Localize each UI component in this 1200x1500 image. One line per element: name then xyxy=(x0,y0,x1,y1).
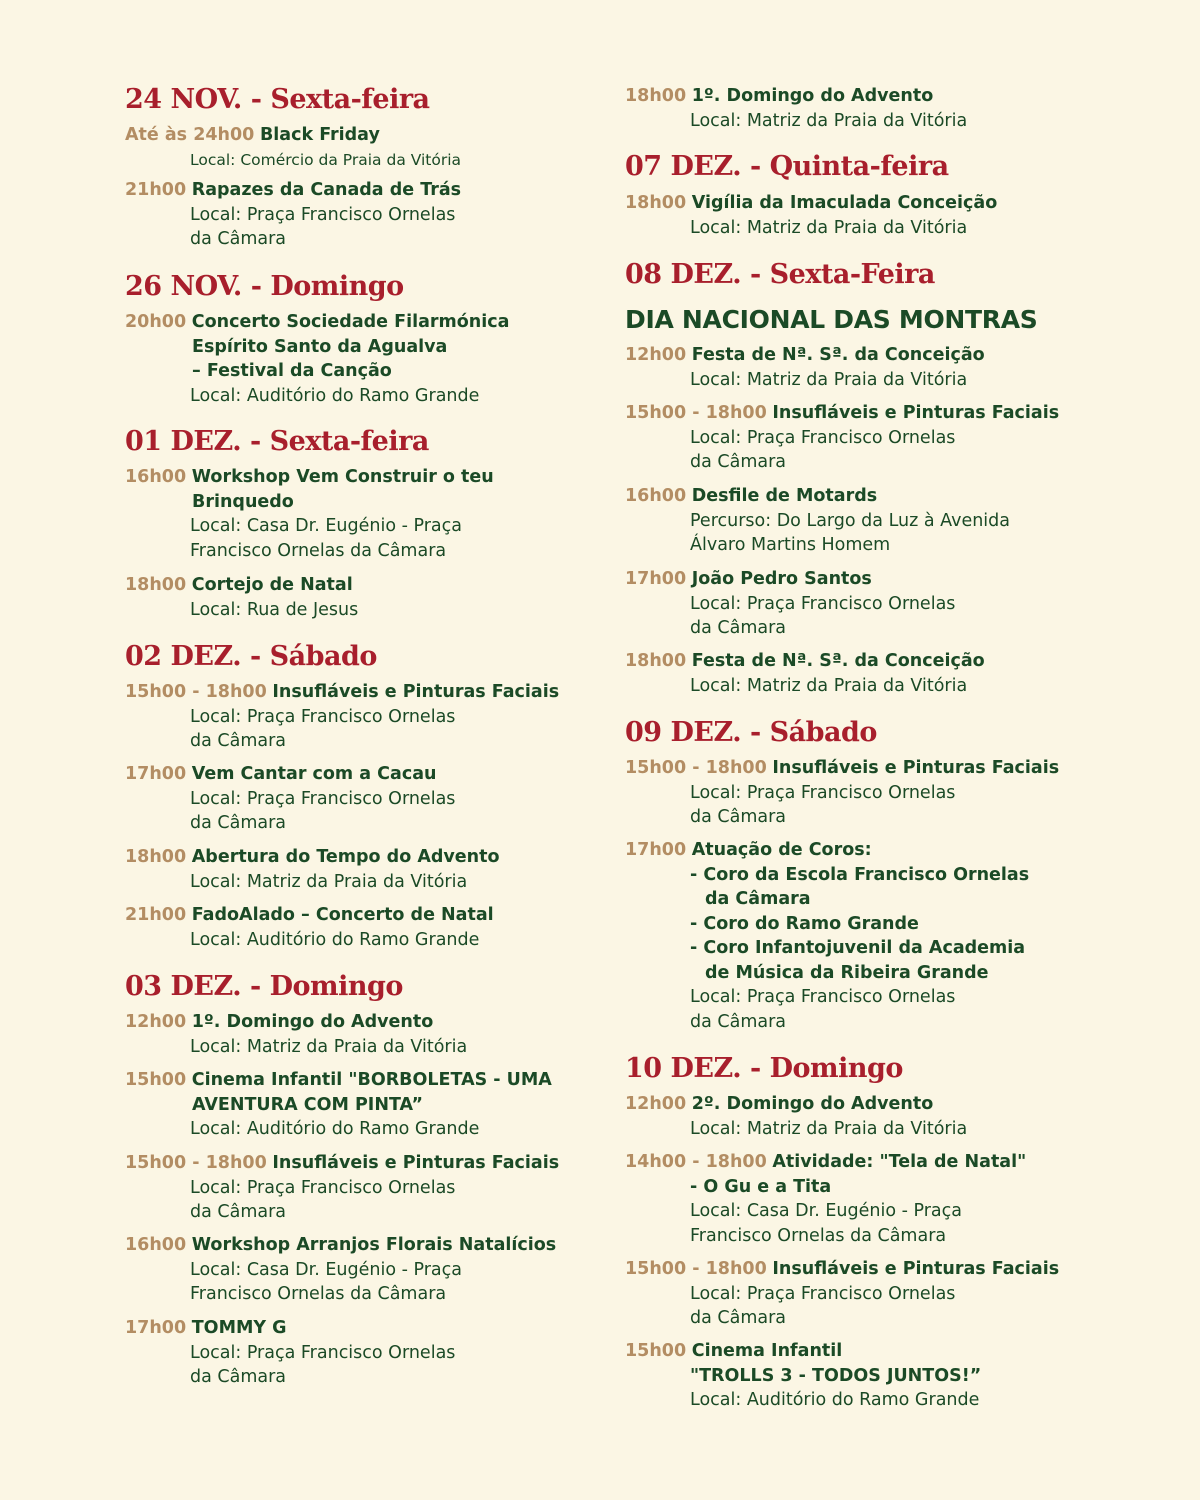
event-title: Abertura do Tempo do Advento xyxy=(191,847,500,867)
event-time: 17h00 xyxy=(625,569,687,589)
event-location-cont: da Câmara xyxy=(690,807,787,827)
event-time: 16h00 xyxy=(125,1235,187,1255)
event-item xyxy=(125,1233,585,1307)
event-time: 20h00 xyxy=(125,312,187,332)
event-title-cont: AVENTURA COM PINTA” xyxy=(192,1094,423,1115)
event-title: 1º. Domingo do Advento xyxy=(191,1012,434,1032)
event-title: 1º. Domingo do Advento xyxy=(691,86,934,106)
event-title: Black Friday xyxy=(259,125,380,145)
event-time: 18h00 xyxy=(625,651,687,671)
event-location: Local: Praça Francisco Ornelas xyxy=(190,1177,456,1198)
event-time: 18h00 xyxy=(625,86,687,106)
event-item xyxy=(625,1092,1185,1141)
day-heading-03-dez: 03 DEZ. - Domingo xyxy=(125,971,403,1002)
event-item xyxy=(625,191,1185,240)
day-heading-01-dez: 01 DEZ. - Sexta-feira xyxy=(125,426,429,457)
event-location-cont: da Câmara xyxy=(690,1011,787,1032)
event-location: Local: Matriz da Praia da Vitória xyxy=(690,675,968,696)
event-time: 16h00 xyxy=(125,467,187,487)
event-location: Local: Praça Francisco Ornelas xyxy=(690,593,956,614)
event-location: Local: Matriz da Praia da Vitória xyxy=(690,110,968,131)
event-location-cont: da Câmara xyxy=(190,731,287,751)
event-item xyxy=(625,649,1185,698)
event-location: Percurso: Do Largo da Luz à Avenida xyxy=(690,510,1010,531)
event-time: 17h00 xyxy=(625,840,687,860)
event-location: Local: Auditório do Ramo Grande xyxy=(190,385,480,406)
event-time: 18h00 xyxy=(125,847,187,867)
event-item xyxy=(625,343,1185,392)
event-location-cont: da Câmara xyxy=(690,618,787,638)
event-item xyxy=(125,680,585,754)
day-heading-26-nov: 26 NOV. - Domingo xyxy=(125,271,404,302)
event-title: Vem Cantar com a Cacau xyxy=(191,764,437,784)
event-location: Local: Auditório do Ramo Grande xyxy=(190,929,480,950)
event-title: Atividade: "Tela de Natal" xyxy=(772,1152,1027,1172)
event-location-cont: Álvaro Martins Homem xyxy=(690,535,891,555)
event-title: Workshop Vem Construir o teu xyxy=(191,467,494,487)
event-title: FadoAlado – Concerto de Natal xyxy=(191,905,494,925)
event-time: 17h00 xyxy=(125,764,187,784)
event-title: TOMMY G xyxy=(191,1318,287,1338)
event-location: Local: Praça Francisco Ornelas xyxy=(190,788,456,809)
event-time: 15h00 - 18h00 xyxy=(625,1259,767,1279)
event-location: Local: Praça Francisco Ornelas xyxy=(190,1342,456,1363)
event-item xyxy=(625,401,1185,475)
event-location: Local: Praça Francisco Ornelas xyxy=(190,706,456,727)
event-item xyxy=(625,484,1185,558)
event-time: 17h00 xyxy=(125,1318,187,1338)
event-location: Local: Praça Francisco Ornelas xyxy=(690,782,956,803)
choir-item-cont: de Música da Ribeira Grande xyxy=(705,962,989,983)
event-title: Insufláveis e Pinturas Faciais xyxy=(772,758,1060,778)
event-location: Local: Praça Francisco Ornelas xyxy=(690,427,956,448)
event-location-cont: da Câmara xyxy=(690,1308,787,1328)
event-title-cont: "TROLLS 3 - TODOS JUNTOS!” xyxy=(690,1365,982,1386)
event-title-cont: - O Gu e a Tita xyxy=(690,1176,832,1197)
event-location-cont: da Câmara xyxy=(190,813,287,833)
event-item xyxy=(125,178,585,252)
event-location: Local: Comércio da Praia da Vitória xyxy=(190,150,462,169)
event-time: 21h00 xyxy=(125,180,187,200)
event-time: 12h00 xyxy=(125,1012,187,1032)
event-time: 12h00 xyxy=(625,1094,687,1114)
event-item xyxy=(625,1257,1185,1331)
event-location: Local: Rua de Jesus xyxy=(190,599,359,620)
event-location-cont: da Câmara xyxy=(190,229,287,249)
day-heading-09-dez: 09 DEZ. - Sábado xyxy=(625,717,877,748)
event-item xyxy=(125,1010,585,1059)
event-title: Insufláveis e Pinturas Faciais xyxy=(772,1259,1060,1279)
event-item xyxy=(125,1151,585,1225)
day-heading-02-dez: 02 DEZ. - Sábado xyxy=(125,641,377,672)
choir-item: - Coro Infantojuvenil da Academia xyxy=(690,938,1026,958)
event-title: Concerto Sociedade Filarmónica xyxy=(191,312,510,332)
event-item xyxy=(625,84,1185,133)
event-title: Cinema Infantil xyxy=(691,1341,843,1361)
event-title: Cinema Infantil "BORBOLETAS - UMA xyxy=(191,1070,552,1090)
event-title-cont: Brinquedo xyxy=(192,491,294,512)
event-location: Local: Matriz da Praia da Vitória xyxy=(690,369,968,390)
event-location-cont: da Câmara xyxy=(190,1367,287,1387)
event-location-cont: da Câmara xyxy=(690,452,787,472)
event-title-cont: – Festival da Canção xyxy=(192,361,392,381)
event-title: Insufláveis e Pinturas Faciais xyxy=(272,1153,560,1173)
event-title: Atuação de Coros: xyxy=(691,840,872,860)
event-title-cont: Espírito Santo da Agualva xyxy=(192,336,448,357)
event-location: Local: Matriz da Praia da Vitória xyxy=(690,1118,968,1139)
day-heading-07-dez: 07 DEZ. - Quinta-feira xyxy=(625,151,949,182)
event-item xyxy=(625,1150,1185,1248)
choir-item: - Coro da Escola Francisco Ornelas xyxy=(690,864,1030,885)
event-location: Local: Auditório do Ramo Grande xyxy=(690,1390,980,1410)
event-title: Vigília da Imaculada Conceição xyxy=(691,193,998,213)
event-item xyxy=(625,567,1185,641)
event-item xyxy=(125,1068,585,1142)
day-heading-08-dez: 08 DEZ. - Sexta-Feira xyxy=(625,259,935,290)
event-location: Local: Casa Dr. Eugénio - Praça xyxy=(190,516,462,536)
event-time: 12h00 xyxy=(625,345,687,365)
event-time: 15h00 - 18h00 xyxy=(125,682,267,702)
event-item xyxy=(125,1316,585,1390)
choir-item-cont: da Câmara xyxy=(705,889,811,909)
event-item xyxy=(125,762,585,836)
event-location-cont: Francisco Ornelas da Câmara xyxy=(190,540,447,561)
event-title: Insufláveis e Pinturas Faciais xyxy=(772,403,1060,423)
event-item xyxy=(625,756,1185,830)
event-item xyxy=(125,845,585,894)
event-time: 21h00 xyxy=(125,905,187,925)
event-title: Rapazes da Canada de Trás xyxy=(191,180,462,200)
event-title: 2º. Domingo do Advento xyxy=(691,1094,934,1114)
event-item xyxy=(125,123,585,172)
event-title: Festa de Nª. Sª. da Conceição xyxy=(691,651,985,671)
banner-dia-nacional-montras: DIA NACIONAL DAS MONTRAS xyxy=(625,305,1038,334)
event-location-cont: Francisco Ornelas da Câmara xyxy=(190,1284,447,1304)
event-title: Festa de Nª. Sª. da Conceição xyxy=(691,345,985,365)
event-time: 18h00 xyxy=(125,575,187,595)
event-time: 14h00 - 18h00 xyxy=(625,1152,767,1172)
event-title: Desfile de Motards xyxy=(691,486,878,506)
event-location: Local: Casa Dr. Eugénio - Praça xyxy=(190,1259,462,1280)
event-location: Local: Praça Francisco Ornelas xyxy=(190,204,456,225)
event-time: 15h00 - 18h00 xyxy=(625,758,767,778)
event-item xyxy=(125,903,585,952)
event-location: Local: Casa Dr. Eugénio - Praça xyxy=(690,1201,962,1221)
event-location-cont: Francisco Ornelas da Câmara xyxy=(690,1225,947,1246)
event-location-cont: da Câmara xyxy=(190,1202,287,1222)
day-heading-10-dez: 10 DEZ. - Domingo xyxy=(625,1053,903,1084)
event-item xyxy=(125,465,585,563)
event-time: 16h00 xyxy=(625,486,687,506)
event-item xyxy=(625,838,1185,1034)
event-time: 15h00 xyxy=(125,1070,187,1090)
event-time: Até às 24h00 xyxy=(125,125,255,145)
event-location: Local: Auditório do Ramo Grande xyxy=(190,1119,480,1139)
event-time: 18h00 xyxy=(625,193,687,213)
event-location: Local: Matriz da Praia da Vitória xyxy=(190,871,468,892)
event-title: João Pedro Santos xyxy=(691,569,872,589)
event-title: Cortejo de Natal xyxy=(191,575,353,595)
event-location: Local: Matriz da Praia da Vitória xyxy=(690,217,968,238)
event-item xyxy=(625,1339,1185,1413)
event-location: Local: Praça Francisco Ornelas xyxy=(690,987,956,1007)
event-item xyxy=(125,310,585,408)
event-item xyxy=(125,573,585,622)
event-time: 15h00 - 18h00 xyxy=(125,1153,267,1173)
event-title: Insufláveis e Pinturas Faciais xyxy=(272,682,560,702)
choir-item: - Coro do Ramo Grande xyxy=(690,913,919,934)
event-location: Local: Matriz da Praia da Vitória xyxy=(190,1036,468,1057)
event-time: 15h00 xyxy=(625,1341,687,1361)
day-heading-24-nov: 24 NOV. - Sexta-feira xyxy=(125,84,430,115)
event-location: Local: Praça Francisco Ornelas xyxy=(690,1283,956,1304)
event-time: 15h00 - 18h00 xyxy=(625,403,767,423)
event-title: Workshop Arranjos Florais Natalícios xyxy=(191,1235,557,1255)
